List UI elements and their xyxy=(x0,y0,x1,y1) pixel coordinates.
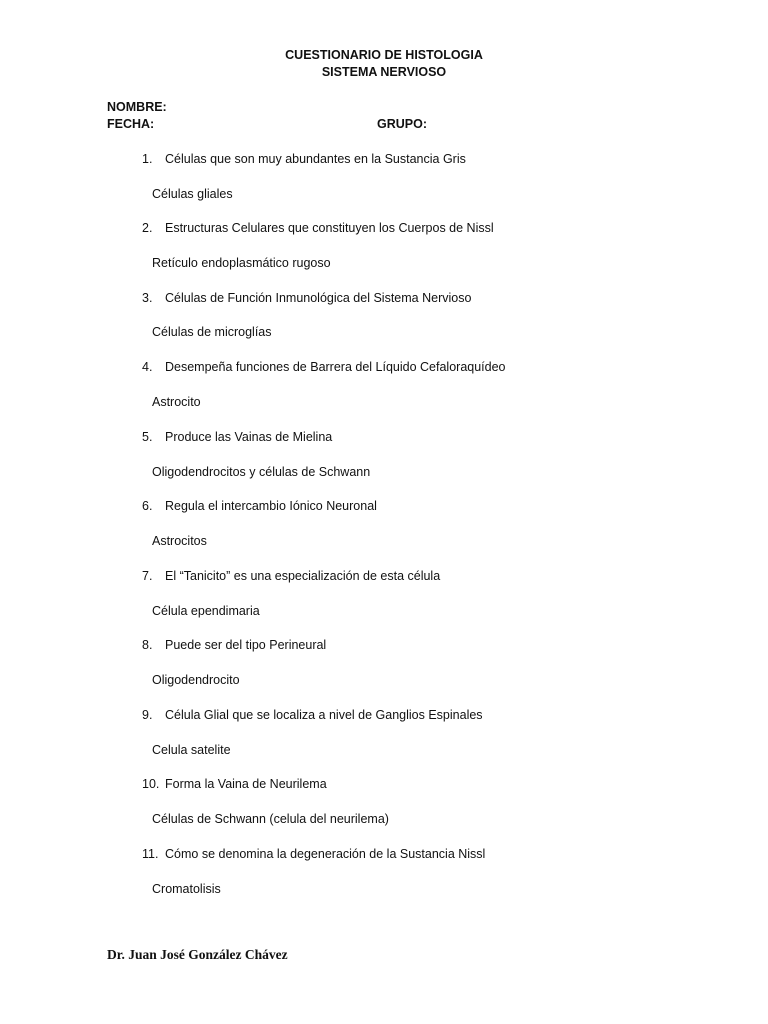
grupo-label: GRUPO: xyxy=(377,117,427,131)
question-number: 6. xyxy=(142,499,153,513)
question-text: Puede ser del tipo Perineural xyxy=(165,638,327,652)
question-item xyxy=(142,637,326,653)
answer-text: Célula ependimaria xyxy=(152,604,260,618)
question-text: Células que son muy abundantes en la Sustancia Gris xyxy=(165,152,466,166)
question-text: Célula Glial que se localiza a nivel de Ganglios Espinales xyxy=(165,708,483,722)
question-number: 9. xyxy=(142,708,153,722)
question-number: 3. xyxy=(142,291,153,305)
question-item xyxy=(142,290,471,306)
answer-text: Retículo endoplasmático rugoso xyxy=(152,256,331,270)
question-number: 8. xyxy=(142,638,153,652)
question-item xyxy=(142,498,377,514)
fecha-label: FECHA: xyxy=(107,117,155,131)
question-text: Forma la Vaina de Neurilema xyxy=(165,777,327,791)
answer-text: Celula satelite xyxy=(152,743,231,757)
author-signature: Dr. Juan José González Chávez xyxy=(107,947,288,962)
question-text: Cómo se denomina la degeneración de la Sustancia Nissl xyxy=(165,847,486,861)
answer-text: Células de microglías xyxy=(152,325,272,339)
question-item xyxy=(142,429,332,445)
question-number: 11. xyxy=(142,847,159,861)
question-number: 1. xyxy=(142,152,153,166)
question-text: Estructuras Celulares que constituyen los Cuerpos de Nissl xyxy=(165,221,494,235)
answer-text: Cromatolisis xyxy=(152,882,221,896)
document-title: CUESTIONARIO DE HISTOLOGIA xyxy=(285,48,483,62)
question-text: Regula el intercambio Iónico Neuronal xyxy=(165,499,377,513)
question-text: Produce las Vainas de Mielina xyxy=(165,430,333,444)
question-item xyxy=(142,846,485,862)
question-item xyxy=(142,707,483,723)
question-item xyxy=(142,220,494,236)
answer-text: Células gliales xyxy=(152,187,233,201)
question-item xyxy=(142,151,466,167)
question-item xyxy=(142,359,506,375)
answer-text: Células de Schwann (celula del neurilema) xyxy=(152,812,389,826)
question-number: 4. xyxy=(142,360,153,374)
answer-text: Astrocitos xyxy=(152,534,207,548)
answer-text: Astrocito xyxy=(152,395,201,409)
question-text: El “Tanicito” es una especialización de esta célula xyxy=(165,569,441,583)
question-number: 2. xyxy=(142,221,153,235)
document-subtitle: SISTEMA NERVIOSO xyxy=(321,65,447,79)
question-item xyxy=(142,568,440,584)
question-number: 5. xyxy=(142,430,153,444)
answer-text: Oligodendrocitos y células de Schwann xyxy=(152,465,371,479)
question-number: 7. xyxy=(142,569,153,583)
question-item xyxy=(142,776,327,792)
question-text: Desempeña funciones de Barrera del Líquido Cefaloraquídeo xyxy=(165,360,506,374)
question-number: 10. xyxy=(142,777,160,791)
nombre-label: NOMBRE: xyxy=(107,100,167,114)
question-text: Células de Función Inmunológica del Sistema Nervioso xyxy=(165,291,472,305)
answer-text: Oligodendrocito xyxy=(152,673,240,687)
